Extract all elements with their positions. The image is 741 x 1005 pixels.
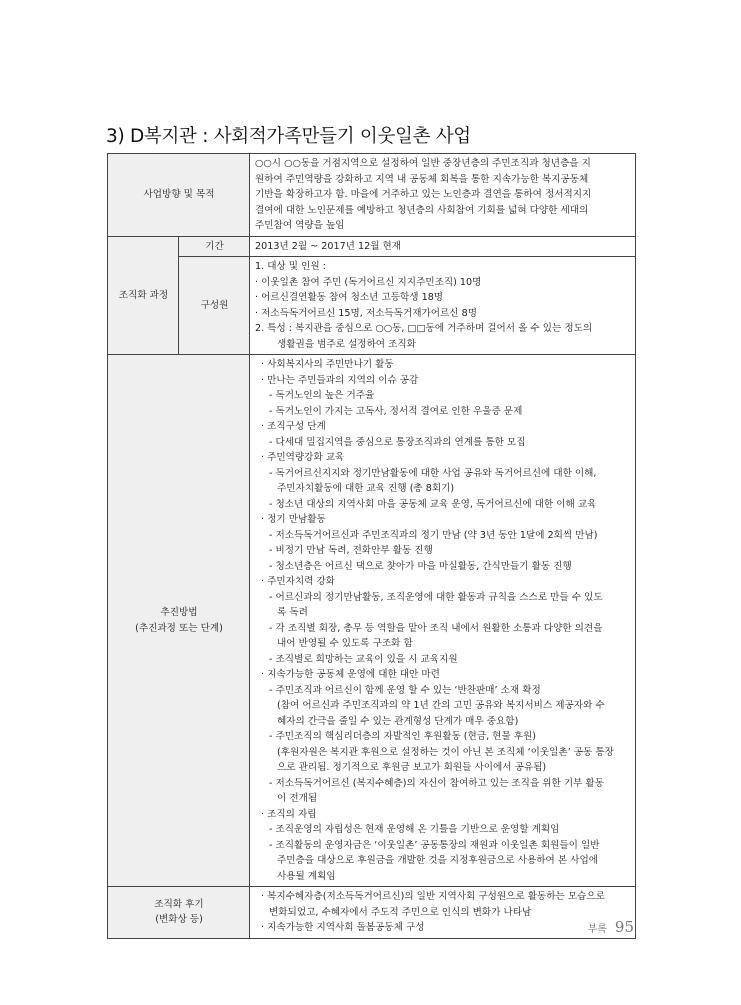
review-line: · 지속가능한 지역사회 돌봄공동체 구성: [261, 922, 425, 933]
review-text: [255, 889, 631, 936]
label-direction: 사업방향 및 목적: [108, 154, 250, 237]
page-number: 95: [614, 918, 634, 936]
cell-method: [250, 355, 636, 887]
members-line: 1. 대상 및 인원 :: [255, 261, 326, 272]
method-line: 사용될 계획임: [277, 870, 336, 882]
row-period: [108, 236, 636, 257]
program-table: [107, 153, 636, 939]
method-line: - 각 조직별 회장, 총무 등 역할을 맡아 조직 내에서 원활한 소통과 다양한 의견을: [269, 622, 603, 634]
method-line: - 비정기 만남 독려, 전화안부 활동 진행: [269, 545, 433, 556]
members-line: · 어르신결연활동 참여 청소년 고등학생 18명: [255, 292, 444, 303]
page-footer: [588, 918, 634, 936]
method-line: 내어 반영될 수 있도록 구조화 함: [277, 638, 413, 649]
review-line: 변화되었고, 수혜자에서 주도적 주민으로 인식의 변화가 나타남: [269, 906, 532, 918]
method-line: · 정기 만남활동: [261, 514, 326, 525]
direction-line: 기반을 확장하고자 함. 마을에 거주하고 있는 노인층과 결연을 통하여 정서적지지: [255, 189, 592, 200]
row-method: [108, 355, 636, 887]
label-method-line2: (추진과정 또는 단계): [135, 622, 223, 634]
label-members: 구성원: [179, 257, 250, 355]
direction-text: [255, 156, 631, 234]
method-line: 혜자의 간극을 줄일 수 있는 관계형성 단계가 매우 중요함): [277, 715, 519, 727]
method-line: 으로 관리됨. 정기적으로 후원금 보고가 회원들 사이에서 공유됨): [277, 762, 547, 773]
method-line: - 조직별로 희망하는 교육이 있을 시 교육지원: [269, 653, 458, 665]
review-line: · 복지수혜자층(저소득독거어르신)의 일반 지역사회 구성원으로 활동하는 모습으로: [261, 891, 605, 902]
method-line: - 독거노인이 가지는 고독사, 정서적 결여로 인한 우울증 문제: [269, 405, 523, 417]
section-title: 3) D복지관 : 사회적가족만들기 이웃일촌 사업: [106, 126, 471, 147]
direction-line: 결여에 대한 노인문제를 예방하고 청년층의 사회참여 기회를 넓혀 다양한 세대의: [255, 204, 589, 216]
method-line: - 어르신과의 정기만남활동, 조직운영에 대한 활동과 규칙을 스스로 만들 수 있도: [269, 591, 603, 603]
direction-line: 원하여 주민역량을 강화하고 지역 내 공동체 회복을 통한 지속가능한 복지공동체: [255, 173, 589, 185]
method-line: 주민층을 대상으로 후원금을 개발한 것을 지정후원금으로 사용하여 본 사업에: [277, 855, 598, 866]
method-line: (후원자원은 복지관 후원으로 설정하는 것이 아닌 본 조직체 ‘이웃일촌’ 공동 통장: [277, 746, 614, 758]
method-line: · 주민역량강화 교육: [261, 452, 345, 463]
direction-line: 주민참여 역량을 높임: [255, 220, 345, 231]
members-line: · 이웃일촌 참여 주민 (독거어르신 지지주민조직) 10명: [255, 276, 482, 288]
method-line: - 저소득독거어르신 (복지수혜층)의 자신이 참여하고 있는 조직을 위한 기부 활동: [269, 777, 604, 789]
row-members: [108, 257, 636, 355]
method-line: · 조직의 자립: [261, 808, 317, 820]
method-line: - 독거노인의 높은 거주율: [269, 390, 375, 401]
method-line: - 저소득독거어르신과 주민조직과의 정기 만남 (약 3년 동안 1달에 2회씩 만남): [269, 529, 598, 541]
label-organizing: 조직화 과정: [108, 236, 179, 355]
method-line: · 만나는 주민들과의 지역의 이슈 공감: [261, 374, 419, 386]
method-line: - 다세대 밀집지역을 중심으로 통장조직과의 연계를 통한 모집: [269, 436, 526, 448]
footer-section: 부록: [587, 924, 607, 935]
method-line: 주민자치활동에 대한 교육 진행 (총 8회기): [277, 483, 455, 494]
cell-direction: [250, 154, 636, 237]
row-review: [108, 887, 636, 939]
cell-period: 2013년 2월 ~ 2017년 12월 현재: [250, 236, 636, 257]
label-review-line2: (변화상 등): [155, 914, 203, 926]
method-line: - 주민조직의 핵심리더층의 자발적인 후원활동 (현금, 현물 후원): [269, 731, 537, 742]
method-line: · 사회복지사의 주민만나기 활동: [261, 359, 394, 370]
method-line: - 조직운영의 자립성은 현재 운영해 온 기틀을 기반으로 운영할 계획임: [269, 824, 560, 835]
cell-review: [250, 887, 636, 939]
label-method: [108, 355, 250, 887]
label-review: [108, 887, 250, 939]
method-line: - 청소년 대상의 지역사회 마을 공동체 교육 운영, 독거어르신에 대한 이해 교육: [269, 498, 597, 510]
label-method-line1: 추진방법: [160, 607, 198, 618]
cell-members: [250, 257, 636, 355]
label-period: 기간: [179, 236, 250, 257]
label-review-line1: 조직화 후기: [154, 898, 204, 910]
method-line: (참여 어르신과 주민조직과의 약 1년 간의 고민 공유와 복지서비스 제공자와 수: [277, 700, 605, 711]
members-line: · 저소득독거어르신 15명, 저소득독거재가어르신 8명: [255, 307, 477, 319]
members-line: 2. 특성 : 복지관을 중심으로 ○○동, □□동에 거주하며 걸어서 올 수 있는 정도의: [255, 323, 593, 334]
method-line: - 청소년층은 어르신 댁으로 찾아가 마을 마실활동, 간식만들기 활동 진행: [269, 560, 572, 572]
method-line: · 지속가능한 공동체 운영에 대한 대안 마련: [261, 669, 440, 680]
method-line: - 독거어르신지지와 정기만남활동에 대한 사업 공유와 독거어르신에 대한 이해,: [269, 467, 597, 479]
method-line: - 주민조직과 어르신이 함께 운영 할 수 있는 ‘반찬판매’ 소재 확정: [269, 684, 541, 696]
direction-line: ○○시 ○○동을 거점지역으로 설정하여 일반 중장년층의 주민조직과 청년층을 지: [255, 158, 591, 169]
method-line: · 주민자치력 강화: [261, 576, 336, 587]
method-line: · 조직구성 단계: [261, 421, 326, 432]
method-text: [255, 357, 631, 884]
method-line: 록 독려: [277, 607, 308, 618]
method-line: 이 전개됨: [277, 793, 318, 804]
members-line: 생활권을 범주로 설정하여 조직화: [277, 338, 416, 350]
row-direction: [108, 154, 636, 237]
method-line: - 조직활동의 운영자금은 ‘이웃일촌’ 공동통장의 재원과 이웃일촌 회원들이 일반: [269, 839, 600, 851]
